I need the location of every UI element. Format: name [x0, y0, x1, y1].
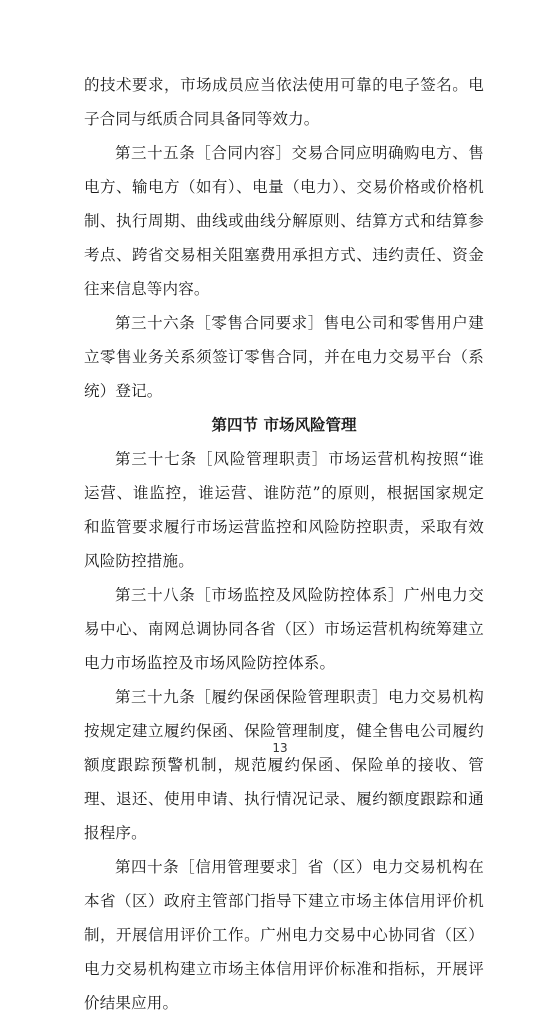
document-body [84, 68, 484, 1020]
paragraph-article-38: 第三十八条［市场监控及风险防控体系］广州电力交易中心、南网总调协同各省（区）市场运营机构统筹建立电力市场监控及市场风险防控体系。 [84, 586, 484, 672]
paragraph-article-37: 第三十七条［风险管理职责］市场运营机构按照“谁运营、谁监控，谁运营、谁防范”的原则，根据国家规定和监管要求履行市场运营监控和风险防控职责，采取有效风险防控措施。 [84, 450, 484, 570]
page-number: 13 [272, 741, 288, 755]
paragraph-continuation: 的技术要求，市场成员应当依法使用可靠的电子签名。电子合同与纸质合同具备同等效力。 [84, 76, 484, 128]
paragraph-article-40: 第四十条［信用管理要求］省（区）电力交易机构在本省（区）政府主管部门指导下建立市场主体信用评价机制，开展信用评价工作。广州电力交易中心协同省（区）电力交易机构建立市场主体信用评价标准和指标，开展评价结果应用。 [84, 858, 484, 1012]
paragraph-article-39: 第三十九条［履约保函保险管理职责］电力交易机构按规定建立履约保函、保险管理制度，健全售电公司履约额度跟踪预警机制，规范履约保函、保险单的接收、管理、退还、使用申请、执行情况记录、履约额度跟踪和通报程序。 [84, 688, 484, 842]
paragraph-article-35: 第三十五条［合同内容］交易合同应明确购电方、售电方、输电方（如有）、电量（电力）、交易价格或价格机制、执行周期、曲线或曲线分解原则、结算方式和结算参考点、跨省交易相关阻塞费用承担方式、违约责任、资金往来信息等内容。 [84, 144, 484, 298]
paragraph-article-36: 第三十六条［零售合同要求］售电公司和零售用户建立零售业务关系须签订零售合同，并在电力交易平台（系统）登记。 [84, 314, 484, 400]
section-title: 第四节 市场风险管理 [211, 416, 357, 434]
